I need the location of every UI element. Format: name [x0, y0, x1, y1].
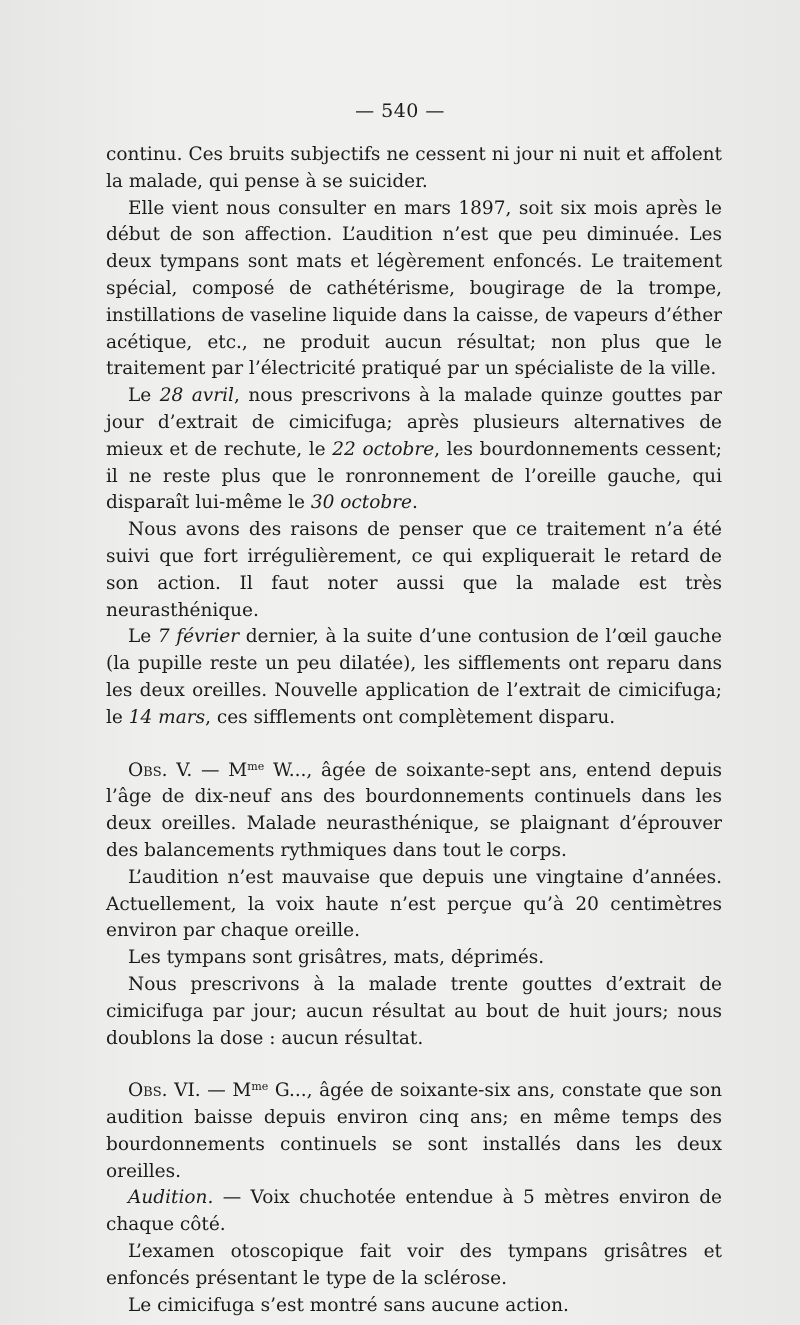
body-text — [106, 142, 722, 1319]
paragraph-continuation: continu. Ces bruits subjectifs ne cessent ni jour ni nuit et affolent la malade, qui pense à se suicider. — [106, 144, 722, 192]
paragraph: Nous avons des raisons de penser que ce traitement n’a été suivi que fort irrégulièrement, ce qui expliquerait le retard de son action. Il faut noter aussi que la malade est très neurasthénique. — [106, 519, 722, 621]
observation-vi: Obs. VI. — $M^{me}$ G..., âgée de soixante-six ans, constate que son audition baisse depuis environ cinq ans; en même temps des bourdonnements continuels se sont installés dans les deux oreilles. — [106, 1080, 722, 1182]
paragraph: Audition. — Voix chuchotée entendue à 5 mètres environ de chaque côté. — [106, 1187, 722, 1236]
paragraph: Elle vient nous consulter en mars 1897, soit six mois après le début de son affection. L’audition n’est que peu diminuée. Les deux tympans sont mats et légèrement enfoncés. Le traitement spécial, composé de cathétérisme, bougirage de la trompe, instillations de vaseline liquide dans la caisse, de vapeurs d’éther acétique, etc., ne produit aucun résultat; non plus que le traitement par l’électricité pratiqué par un spécialiste de la ville. — [106, 197, 722, 380]
paragraph: Le cimicifuga s’est montré sans aucune action. — [128, 1294, 569, 1316]
date-emphasis: 7 février — [157, 626, 240, 648]
page-number: — 540 — — [355, 100, 445, 122]
date-emphasis: 30 octobre — [310, 492, 412, 514]
section-label: Audition. — [128, 1187, 214, 1209]
paragraph: Le 7 février dernier, à la suite d’une contusion de l’œil gauche (la pupille reste un peu dilatée), les sifflements ont reparu dans les deux oreilles. Nouvelle application de l’extrait de cimicifuga; le 14 mars, ces sifflements ont complètement disparu. — [106, 626, 722, 728]
observation-label: Obs. V. — [128, 759, 193, 781]
paragraph: Les tympans sont grisâtres, mats, déprimés. — [128, 947, 545, 969]
paragraph: L’examen otoscopique fait voir des tympans grisâtres et enfoncés présentant le type de la sclérose. — [106, 1241, 722, 1289]
date-emphasis: 28 avril — [159, 385, 234, 407]
paragraph: Nous prescrivons à la malade trente gouttes d’extrait de cimicifuga par jour; aucun résultat au bout de huit jours; nous doublons la dose : aucun résultat. — [106, 973, 722, 1049]
paragraph: L’audition n’est mauvaise que depuis une vingtaine d’années. Actuellement, la voix haute n’est perçue qu’à 20 centimètres environ par chaque oreille. — [106, 866, 722, 942]
paragraph: Le 28 avril, nous prescrivons à la malade quinze gouttes par jour d’extrait de cimicifuga; après plusieurs alternatives de mieux et de rechute, le 22 octobre, les bourdonnements cessent; il ne reste plus que le ronronnement de l’oreille gauche, qui disparaît lui-même le 30 octobre. — [106, 385, 722, 514]
date-emphasis: 22 octobre — [332, 438, 435, 460]
observation-label: Obs. VI. — [128, 1080, 201, 1102]
observation-v: Obs. V. — $M^{me}$ W..., âgée de soixante-sept ans, entend depuis l’âge de dix-neuf ans des bourdonnements continuels dans les deux oreilles. Malade neurasthénique, se plaignant d’éprouver des balancements rythmiques dans tout le corps. — [106, 759, 722, 861]
date-emphasis: 14 mars — [128, 706, 206, 728]
